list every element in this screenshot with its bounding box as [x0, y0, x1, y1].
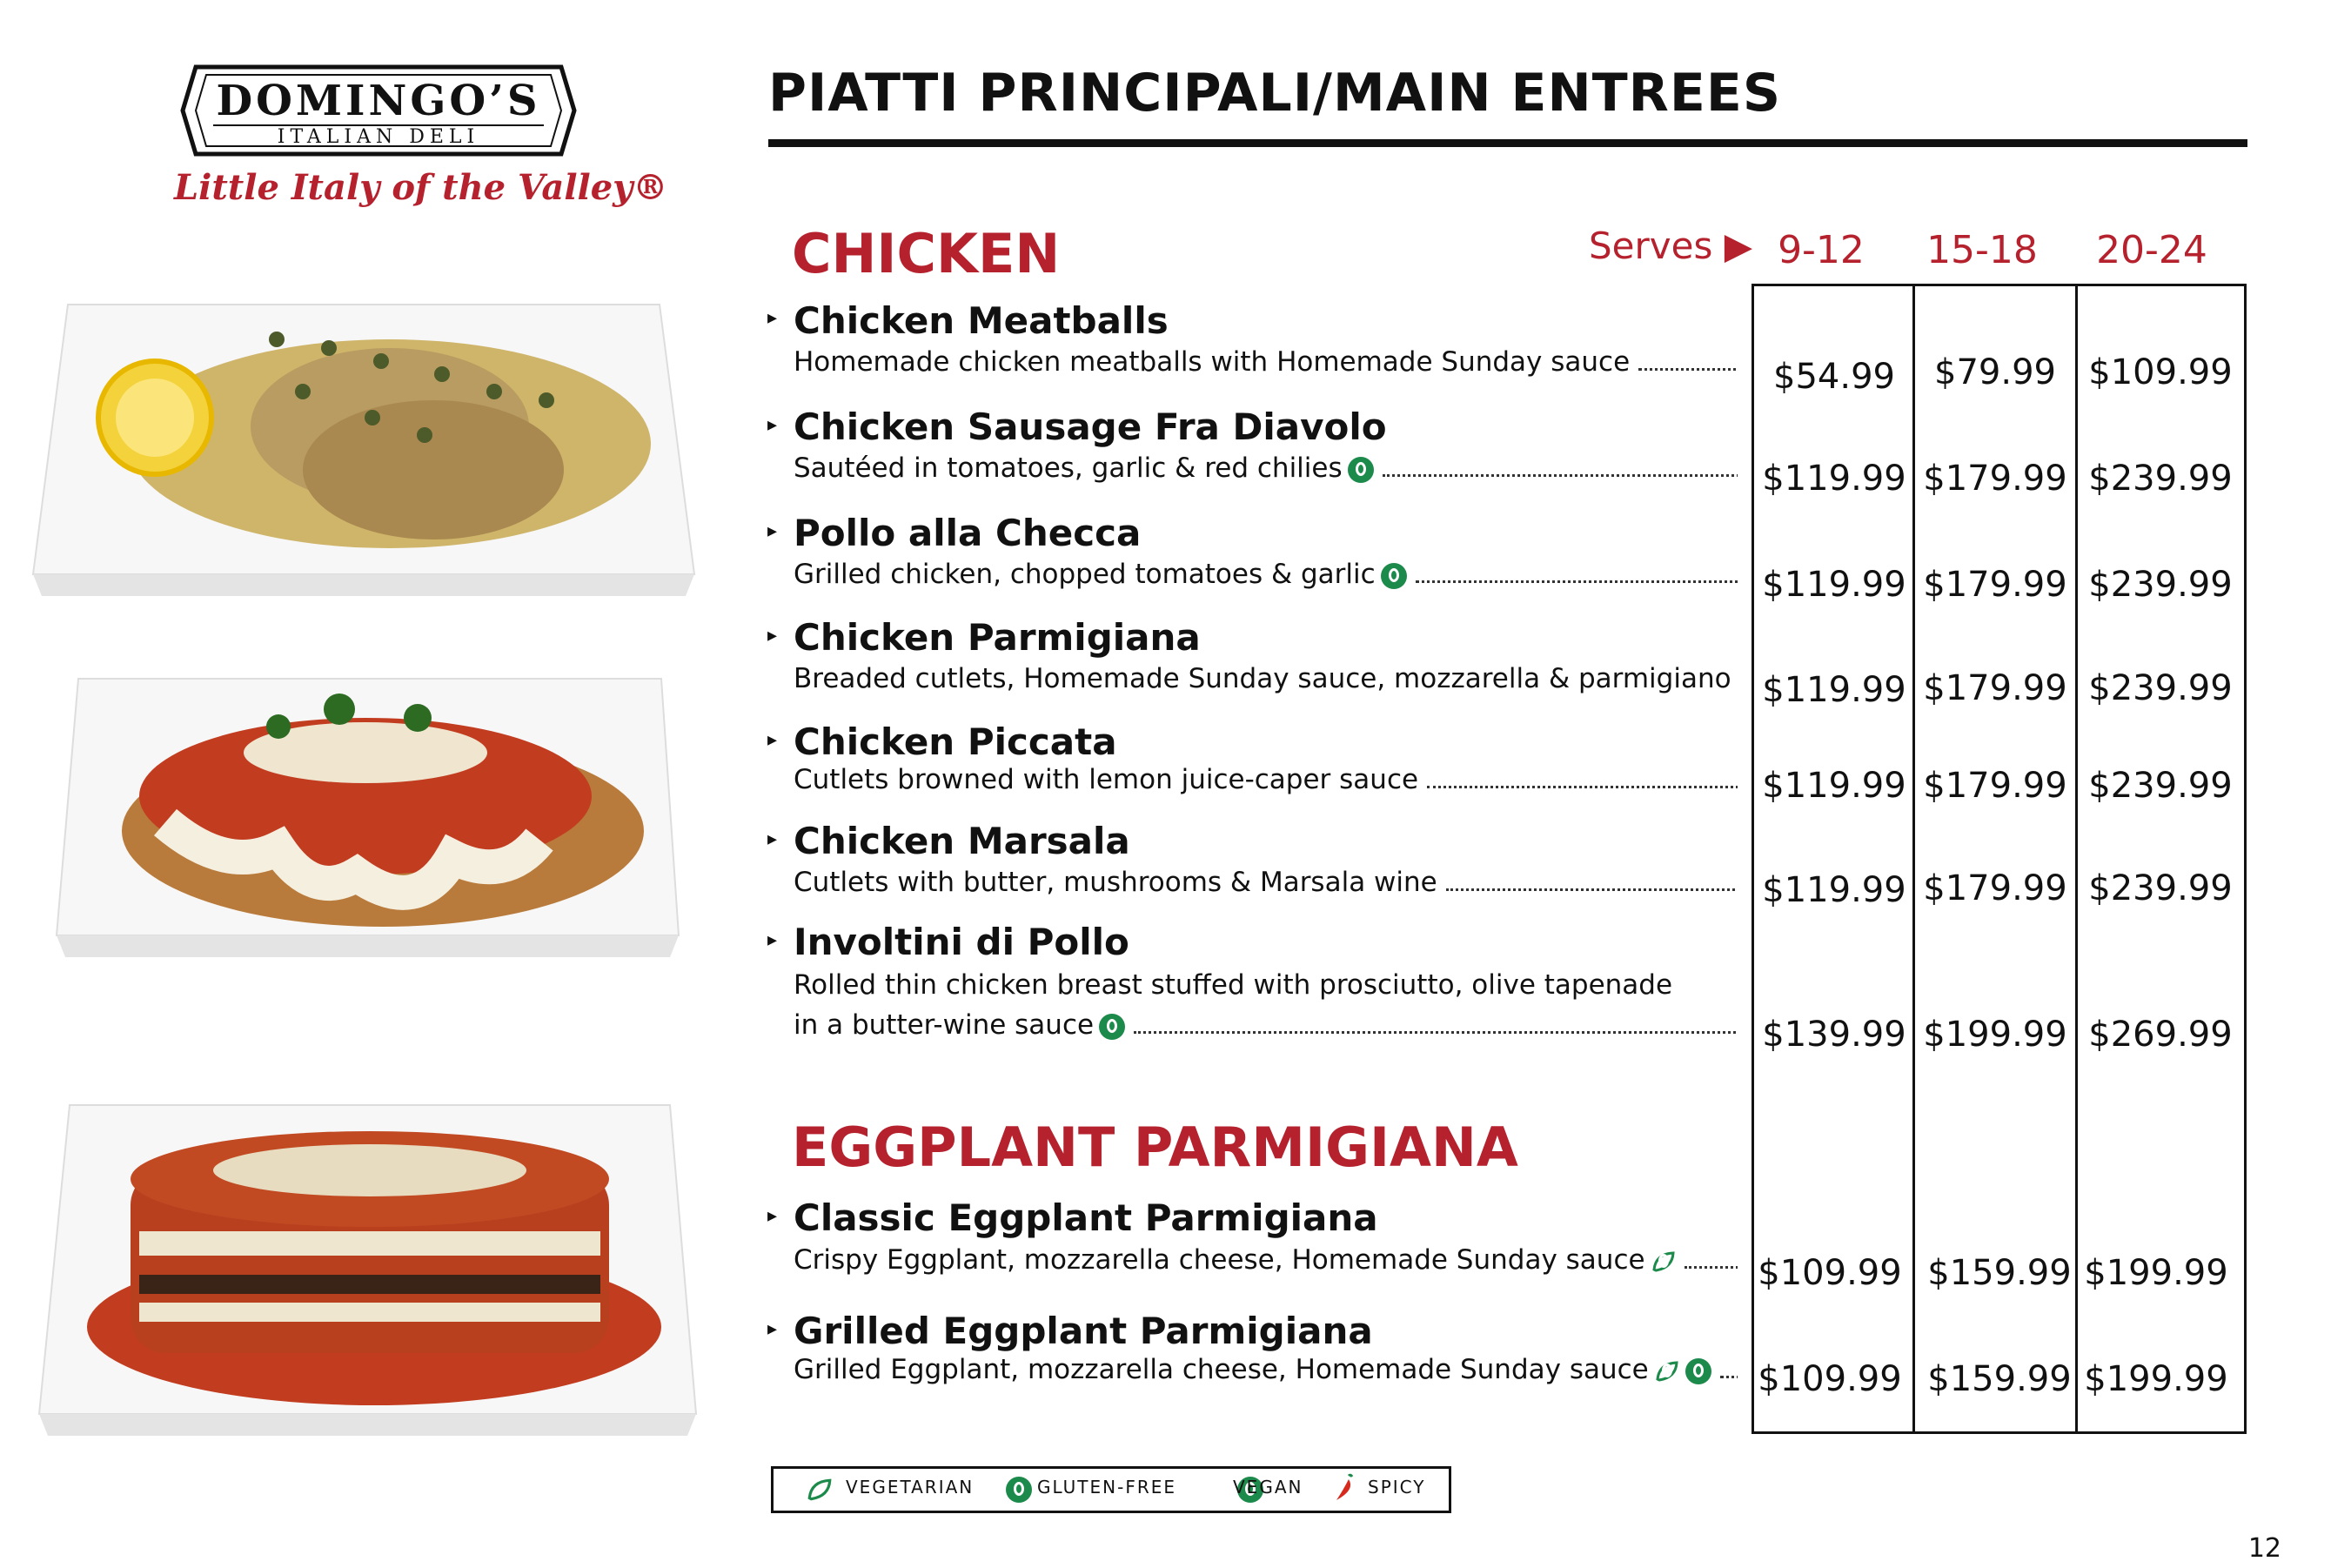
- item-desc: Homemade chicken meatballs with Homemade Sunday sauce: [794, 346, 1738, 378]
- item-name: Chicken Meatballs: [794, 299, 1169, 342]
- domingos-logo: [178, 63, 579, 158]
- price-15-18: $199.99: [1923, 1015, 2067, 1055]
- section-title-chicken: CHICKEN: [792, 222, 1061, 285]
- price-9-12: $139.99: [1762, 1015, 1906, 1055]
- price-15-18: $179.99: [1923, 565, 2067, 605]
- bullet-icon: ▸: [767, 1318, 778, 1340]
- item-desc: Breaded cutlets, Homemade Sunday sauce, mozzarella & parmigiano: [794, 663, 1738, 694]
- item-desc: Grilled Eggplant, mozzarella cheese, Homemade Sunday sauce: [794, 1354, 1738, 1385]
- price-9-12: $109.99: [1758, 1359, 1902, 1399]
- item-desc: Crispy Eggplant, mozzarella cheese, Homemade Sunday sauce: [794, 1244, 1738, 1276]
- item-desc: Sautéed in tomatoes, garlic & red chilies: [794, 452, 1738, 484]
- price-20-24: $199.99: [2084, 1253, 2228, 1293]
- vegetarian-icon: [1651, 1249, 1677, 1275]
- price-15-18: $179.99: [1923, 459, 2067, 499]
- bullet-icon: ▸: [767, 828, 778, 850]
- gluten-free-icon: [1006, 1477, 1032, 1503]
- price-9-12: $119.99: [1762, 670, 1906, 710]
- svg-text:ITALIAN DELI: ITALIAN DELI: [277, 126, 480, 148]
- price-20-24: $109.99: [2088, 352, 2233, 392]
- bullet-icon: ▸: [767, 414, 778, 436]
- bullet-icon: ▸: [767, 520, 778, 542]
- page-title: PIATTI PRINCIPALI/MAIN ENTREES: [768, 63, 1782, 124]
- price-15-18: $159.99: [1927, 1359, 2072, 1399]
- grid-divider: [1912, 284, 1915, 1434]
- item-name: Chicken Parmigiana: [794, 616, 1201, 659]
- item-name: Chicken Piccata: [794, 720, 1117, 763]
- chili-pepper-icon: [1331, 1472, 1357, 1504]
- price-9-12: $54.99: [1773, 357, 1895, 397]
- price-15-18: $159.99: [1927, 1253, 2072, 1293]
- logo-tagline: Little Italy of the Valley®: [174, 167, 668, 208]
- gluten-free-icon: [1381, 563, 1407, 589]
- item-name: Pollo alla Checca: [794, 512, 1142, 554]
- serves-label: Serves ▶: [1589, 224, 1752, 267]
- item-name: Involtini di Pollo: [794, 921, 1129, 963]
- price-15-18: $179.99: [1923, 668, 2067, 708]
- title-rule: [768, 139, 2247, 147]
- bullet-icon: ▸: [767, 625, 778, 647]
- gluten-free-icon: [1685, 1358, 1711, 1384]
- price-9-12: $109.99: [1758, 1253, 1902, 1293]
- price-15-18: $179.99: [1923, 868, 2067, 908]
- chicken-parmigiana-photo: [52, 674, 683, 996]
- item-desc: Grilled chicken, chopped tomatoes & garlic: [794, 559, 1738, 590]
- price-20-24: $239.99: [2088, 766, 2233, 806]
- price-15-18: $179.99: [1923, 766, 2067, 806]
- item-desc: Rolled thin chicken breast stuffed with prosciutto, olive tapenade: [794, 969, 1673, 1001]
- legend-vegetarian: VEGETARIAN: [846, 1477, 975, 1498]
- item-name: Chicken Marsala: [794, 820, 1130, 862]
- price-9-12: $119.99: [1762, 565, 1906, 605]
- price-20-24: $269.99: [2088, 1015, 2233, 1055]
- svg-text:DOMINGO’S: DOMINGO’S: [216, 77, 541, 125]
- bullet-icon: ▸: [767, 929, 778, 951]
- item-name: Classic Eggplant Parmigiana: [794, 1196, 1378, 1239]
- vegetarian-icon: [1654, 1358, 1680, 1384]
- col-head-9-12: 9-12: [1778, 228, 1865, 272]
- col-head-15-18: 15-18: [1926, 228, 2038, 272]
- item-name: Grilled Eggplant Parmigiana: [794, 1310, 1373, 1352]
- vegetarian-icon: [805, 1476, 834, 1504]
- bullet-icon: ▸: [767, 729, 778, 751]
- section-title-eggplant: EGGPLANT PARMIGIANA: [792, 1116, 1518, 1179]
- eggplant-parmigiana-photo: [35, 1101, 700, 1457]
- col-head-20-24: 20-24: [2096, 228, 2207, 272]
- legend-gluten-free: GLUTEN-FREE: [1037, 1477, 1176, 1498]
- item-desc: Cutlets with butter, mushrooms & Marsala wine: [794, 867, 1738, 898]
- price-15-18: $79.99: [1934, 352, 2056, 392]
- legend-vegan: VEGAN: [1233, 1477, 1303, 1498]
- chicken-piccata-photo: [24, 296, 699, 635]
- gluten-free-icon: [1348, 457, 1374, 483]
- price-9-12: $119.99: [1762, 766, 1906, 806]
- price-20-24: $239.99: [2088, 668, 2233, 708]
- item-desc: Cutlets browned with lemon juice-caper sauce: [794, 764, 1738, 795]
- legend-spicy: SPICY: [1368, 1477, 1426, 1498]
- page-number: 12: [2247, 1533, 2281, 1564]
- bullet-icon: ▸: [767, 1205, 778, 1227]
- item-desc: in a butter-wine sauce: [794, 1009, 1738, 1041]
- bullet-icon: ▸: [767, 307, 778, 329]
- item-name: Chicken Sausage Fra Diavolo: [794, 405, 1387, 448]
- price-20-24: $239.99: [2088, 868, 2233, 908]
- price-20-24: $199.99: [2084, 1359, 2228, 1399]
- price-20-24: $239.99: [2088, 459, 2233, 499]
- price-20-24: $239.99: [2088, 565, 2233, 605]
- gluten-free-icon: [1099, 1014, 1125, 1040]
- price-9-12: $119.99: [1762, 459, 1906, 499]
- price-9-12: $119.99: [1762, 870, 1906, 910]
